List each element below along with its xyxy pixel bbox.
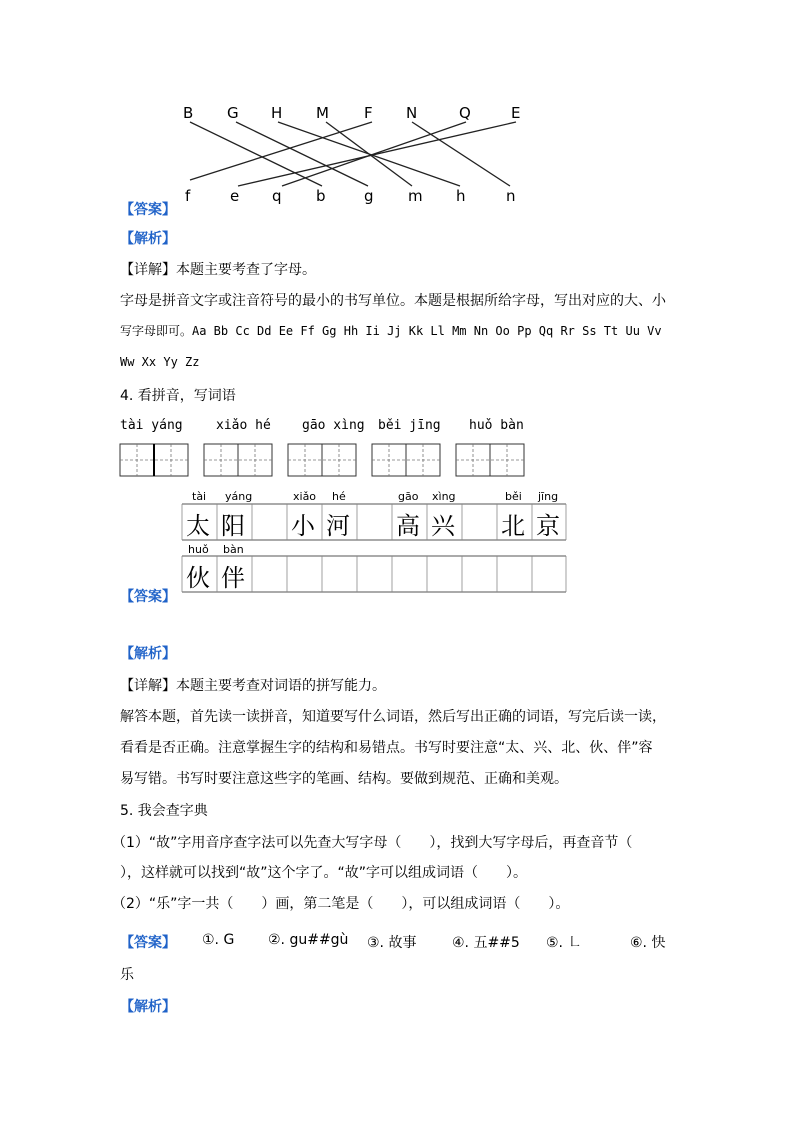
upper-letter: M	[316, 104, 329, 122]
answer-pinyin: xiǎo	[293, 490, 317, 503]
answer-char: 伙	[186, 564, 210, 592]
upper-letter: G	[227, 104, 239, 122]
body-text: Ww Xx Yy Zz	[120, 355, 200, 369]
answer-item: ⑥. 快	[630, 935, 666, 951]
upper-letter: N	[406, 104, 418, 122]
question-title: 5. 我会查字典	[120, 803, 208, 819]
answer-tag: 【答案】	[120, 935, 176, 951]
answer-item: ④. 五##5	[452, 935, 520, 951]
answer-tag: 【答案】	[120, 589, 176, 605]
detail-text: 本题主要考查对词语的拼写能力。	[176, 678, 386, 694]
analysis-tag: 【解析】	[120, 999, 176, 1015]
upper-letter: H	[271, 104, 283, 122]
answer-pinyin: hé	[332, 490, 346, 503]
answer-item: ①. G	[202, 932, 235, 948]
upper-letter: Q	[459, 104, 471, 122]
lower-letter: m	[408, 187, 423, 205]
detail-tag: 【详解】	[120, 262, 176, 278]
upper-letter: F	[364, 104, 373, 122]
lower-letter: q	[272, 187, 282, 205]
pinyin-label: gāo xìng	[302, 418, 365, 433]
answer-char: 小	[291, 512, 315, 540]
answer-pinyin: gāo	[398, 490, 419, 503]
question-text: ），这样就可以找到“故”这个字了。“故”字可以组成词语（ ）。	[120, 865, 528, 881]
analysis-tag: 【解析】	[120, 231, 176, 247]
lower-letter: h	[456, 187, 466, 205]
answer-pinyin: jīng	[538, 490, 559, 503]
pinyin-label: xiǎo hé	[216, 418, 271, 433]
answer-pinyin: yáng	[225, 490, 253, 503]
pinyin-label: tài yáng	[120, 418, 183, 433]
answer-char: 太	[186, 512, 210, 540]
answer-tag: 【答案】	[120, 202, 176, 218]
pinyin-label: běi jīng	[378, 418, 441, 433]
answer-pinyin: bàn	[223, 543, 244, 556]
body-text: 看看是否正确。注意掌握生字的结构和易错点。书写时要注意“太、兴、北、伙、伴”容	[120, 740, 653, 756]
answer-pinyin: tài	[192, 490, 207, 503]
body-text: 解答本题，首先读一读拼音，知道要写什么词语，然后写出正确的词语，写完后读一读，	[120, 709, 666, 725]
answer-char: 河	[326, 512, 350, 540]
answer-item: ②. gu##gù	[268, 932, 349, 948]
lower-letter: n	[506, 187, 516, 205]
lower-letter: e	[230, 187, 240, 205]
answer-pinyin: xìng	[432, 490, 456, 503]
answer-char: 阳	[221, 512, 245, 540]
answer-pinyin: běi	[505, 490, 522, 503]
detail-tag: 【详解】	[120, 678, 176, 694]
lower-letter: f	[185, 187, 191, 205]
answer-pinyin: huǒ	[188, 543, 209, 556]
question-title: 4. 看拼音，写词语	[120, 388, 236, 404]
answer-item: ③. 故事	[367, 935, 417, 951]
upper-letter: B	[183, 104, 194, 122]
detail-text: 本题主要考查了字母。	[176, 262, 316, 278]
lower-letter: b	[316, 187, 326, 205]
answer-char: 北	[501, 512, 525, 540]
pinyin-label: huǒ bàn	[469, 418, 524, 433]
body-text: 易写错。书写时要注意这些字的笔画、结构。要做到规范、正确和美观。	[120, 771, 568, 787]
analysis-tag: 【解析】	[120, 646, 176, 662]
answer-item: ⑤. ㇗	[546, 935, 582, 951]
body-text: 写字母即可。Aa Bb Cc Dd Ee Ff Gg Hh Ii Jj Kk Ll Mm Nn Oo Pp Qq Rr Ss Tt Uu Vv	[120, 324, 662, 338]
answer-char: 兴	[431, 512, 455, 540]
detail-line	[120, 675, 386, 695]
lower-letter: g	[364, 187, 374, 205]
question-text: （2）“乐”字一共（ ）画，第二笔是（ ），可以组成词语（ ）。	[112, 896, 570, 912]
body-text: 字母是拼音文字或注音符号的最小的书写单位。本题是根据所给字母，写出对应的大、小	[120, 293, 666, 309]
answer-item-wrap: 乐	[120, 967, 134, 983]
answer-char: 高	[396, 512, 420, 540]
answer-char: 伴	[221, 564, 245, 592]
question-text: （1）“故”字用音序查字法可以先查大写字母（ ），找到大写字母后，再查音节（	[112, 835, 633, 851]
answer-char: 京	[536, 512, 560, 540]
upper-letter: E	[511, 104, 521, 122]
